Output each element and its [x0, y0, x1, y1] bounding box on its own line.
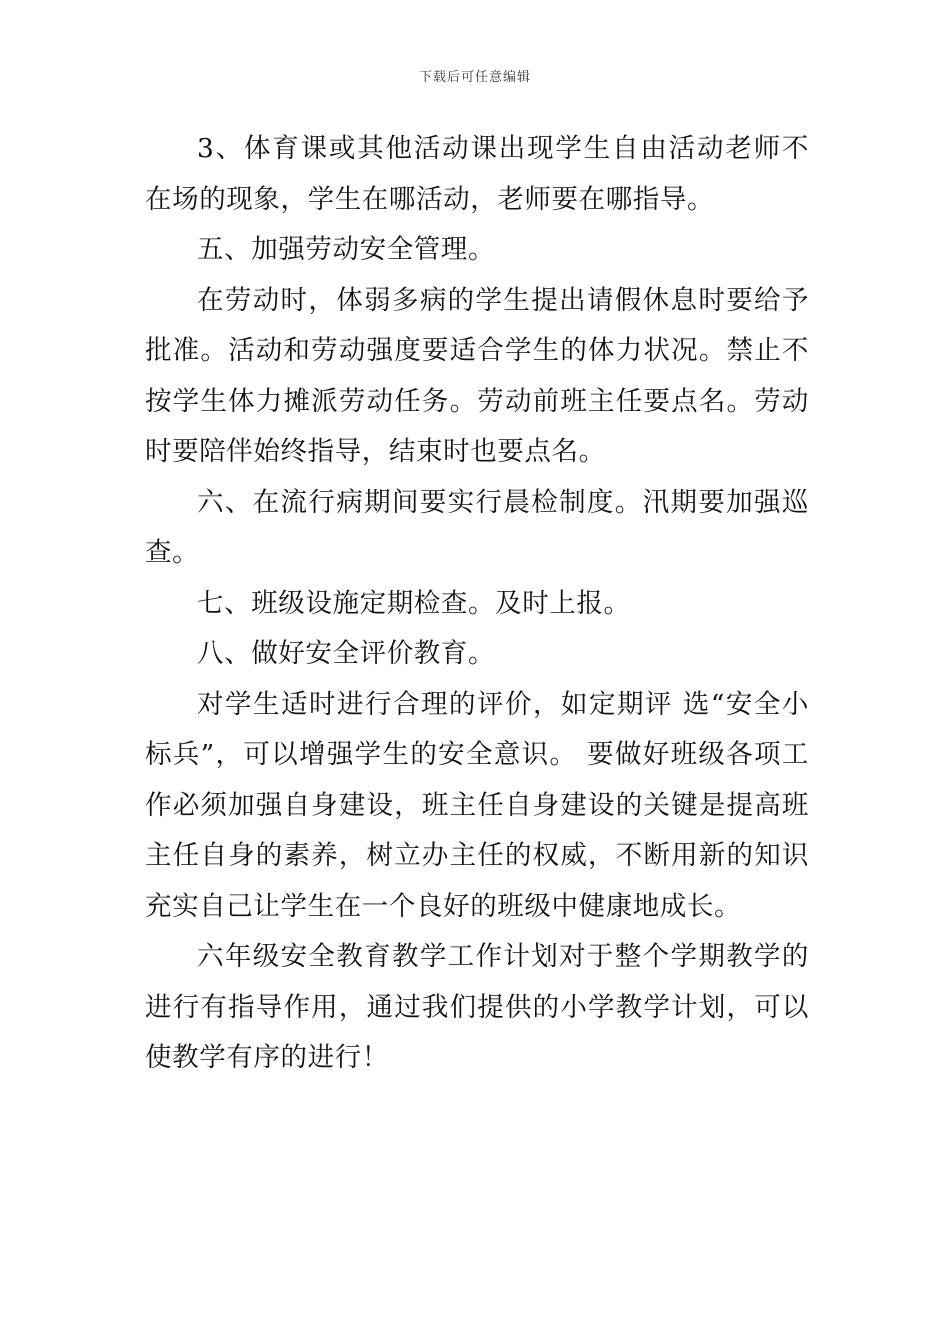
document-body [145, 124, 809, 1084]
heading-epidemic-check: 六、在流行病期间要实行晨检制度。汛期要加强巡查。 [145, 486, 809, 568]
page-header: 下载后可任意编辑 [418, 70, 531, 85]
heading-safety-evaluation: 八、做好安全评价教育。 [197, 638, 496, 669]
paragraph-evaluation-details: 对学生适时进行合理的评价，如定期评 选“安全小标兵”，可以增强学生的安全意识。 要做好班级各项工作必须加强自身建设，班主任自身建设的关键是提高班主任自身的素养，树立办主任的权威，不断用新的知识充实自己让学生在一个良好的班级中健康地成长。 [145, 688, 809, 922]
heading-facility-check: 七、班级设施定期检查。及时上报。 [197, 587, 631, 619]
paragraph-conclusion: 六年级安全教育教学工作计划对于整个学期教学的进行有指导作用，通过我们提供的小学教学计划，可以使教学有序的进行！ [145, 941, 809, 1073]
paragraph-sports-supervision: 3、体育课或其他活动课出现学生自由活动老师不在场的现象，学生在哪活动，老师要在哪指导。 [145, 133, 809, 215]
paragraph-labor-rules: 在劳动时，体弱多病的学生提出请假休息时要给予批准。活动和劳动强度要适合学生的体力状况。禁止不按学生体力摊派劳动任务。劳动前班主任要点名。劳动时要陪伴始终指导，结束时也要点名。 [145, 284, 809, 467]
heading-labor-safety: 五、加强劳动安全管理。 [197, 234, 496, 265]
